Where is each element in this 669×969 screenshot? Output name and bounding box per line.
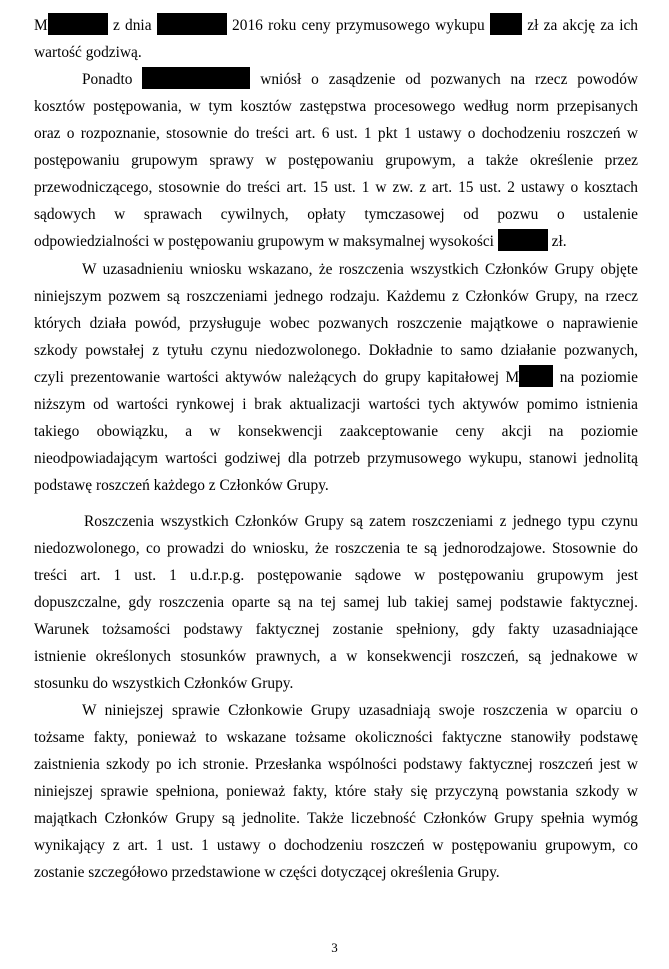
text-fragment: wniósł o zasądzenie od pozwanych na rzecz powodów	[250, 71, 638, 88]
text-line: W uzasadnieniu wniosku wskazano, że roszczenia wszystkich Członków Grupy objęte	[82, 261, 638, 278]
text-line	[34, 12, 638, 39]
redaction-bar	[490, 13, 522, 35]
text-line: tożsame fakty, ponieważ to wskazane tożsame okoliczności faktyczne stanowiły podstawę	[34, 729, 638, 746]
text-line: dopuszczalne, gdy roszczenia oparte są na tej samej lub takiej samej podstawie faktycznej.	[34, 594, 638, 611]
text-line: kosztów postępowania, w tym kosztów zastępstwa procesowego według norm przepisanych	[34, 98, 638, 115]
text-line: niniejszym pozwem są roszczeniami jednego rodzaju. Każdemu z Członków Grupy, na rzecz	[34, 288, 638, 305]
text-fragment: czyli prezentowanie wartości aktywów należących do grupy kapitałowej M	[34, 369, 520, 386]
text-line: szkody powstałej z tytułu czynu niedozwolonego. Dokładnie to samo działanie pozwanych,	[34, 342, 638, 359]
text-line: podstawę roszczeń każdego z Członków Grupy.	[34, 477, 329, 494]
redaction-bar	[48, 13, 108, 35]
text-fragment: 2016 roku ceny przymusowego wykupu	[226, 17, 491, 34]
text-line: których działa powód, przysługuje wobec pozwanych roszczenie majątkowe o naprawienie	[34, 315, 638, 332]
text-line: oraz o rozpoznanie, stosownie do treści art. 6 ust. 1 pkt 1 ustawy o dochodzeniu roszczeń w	[34, 125, 638, 142]
text-fragment: odpowiedzialności w postępowaniu grupowym w maksymalnej wysokości	[34, 233, 498, 250]
text-line: stosunku do wszystkich Członków Grupy.	[34, 675, 294, 692]
text-line: zaistnienia szkody po ich stronie. Przesłanka wspólności podstawy faktycznej roszczeń jest w	[34, 756, 638, 773]
text-line: niższym od wartości rynkowej i brak aktualizacji wartości tych aktywów pomimo istnienia	[34, 396, 638, 413]
redaction-bar	[498, 229, 548, 251]
text-line	[82, 66, 638, 93]
text-line: istnienie określonych stosunków prawnych, a w konsekwencji roszczeń, są jednakowe w	[34, 648, 638, 665]
text-fragment: zł za akcję za ich	[522, 17, 639, 34]
text-line: wartość godziwą.	[34, 44, 142, 61]
text-line: niniejszej sprawie spełniona, ponieważ fakty, które stały się przyczyną powstania szkody w	[34, 783, 638, 800]
redaction-bar	[157, 13, 227, 35]
page-number: 3	[331, 940, 338, 955]
text-line: Warunek tożsamości podstawy faktycznej zostanie spełniony, gdy fakty uzasadniające	[34, 621, 638, 638]
redaction-bar	[519, 365, 553, 387]
text-fragment: M	[34, 17, 48, 34]
text-line: postępowaniu grupowym sprawy w postępowaniu grupowym, a także określenie przez	[34, 152, 638, 169]
text-fragment: z dnia	[107, 17, 157, 34]
text-line: nieodpowiadającym wartości godziwej dla potrzeb przymusowego wykupu, stanowi jednolitą	[34, 450, 638, 467]
text-line: przewodniczącego, stosownie do treści art. 15 ust. 1 w zw. z art. 15 ust. 2 ustawy o kosztach	[34, 179, 638, 196]
text-line: sądowych w sprawach cywilnych, opłaty tymczasowej od pozwu o ustalenie	[34, 206, 638, 223]
text-line: treści art. 1 ust. 1 u.d.r.p.g. postępowanie sądowe w postępowaniu grupowym jest	[34, 567, 638, 584]
text-line: Roszczenia wszystkich Członków Grupy są zatem roszczeniami z jednego typu czynu	[84, 513, 638, 530]
text-line	[34, 228, 567, 255]
text-line: W niniejszej sprawie Członkowie Grupy uzasadniają swoje roszczenia w oparciu o	[82, 702, 638, 719]
text-fragment: zł.	[547, 233, 567, 250]
text-fragment: Ponadto	[82, 71, 143, 88]
text-line: majątkach Członków Grupy są jednolite. Także liczebność Członków Grupy spełnia wymóg	[34, 810, 638, 827]
text-line	[34, 364, 638, 391]
text-line: zostanie szczegółowo przedstawione w części dotyczącej określenia Grupy.	[34, 864, 500, 881]
text-line: niedozwolonego, co prowadzi do wniosku, że roszczenia te są jednorodzajowe. Stosownie do	[34, 540, 638, 557]
text-line: wynikający z art. 1 ust. 1 ustawy o dochodzeniu roszczeń w postępowaniu grupowym, co	[34, 837, 638, 854]
text-line: takiego obowiązku, a w konsekwencji zaakceptowanie ceny akcji na poziomie	[34, 423, 638, 440]
redaction-bar	[142, 67, 250, 89]
text-fragment: na poziomie	[553, 369, 639, 386]
